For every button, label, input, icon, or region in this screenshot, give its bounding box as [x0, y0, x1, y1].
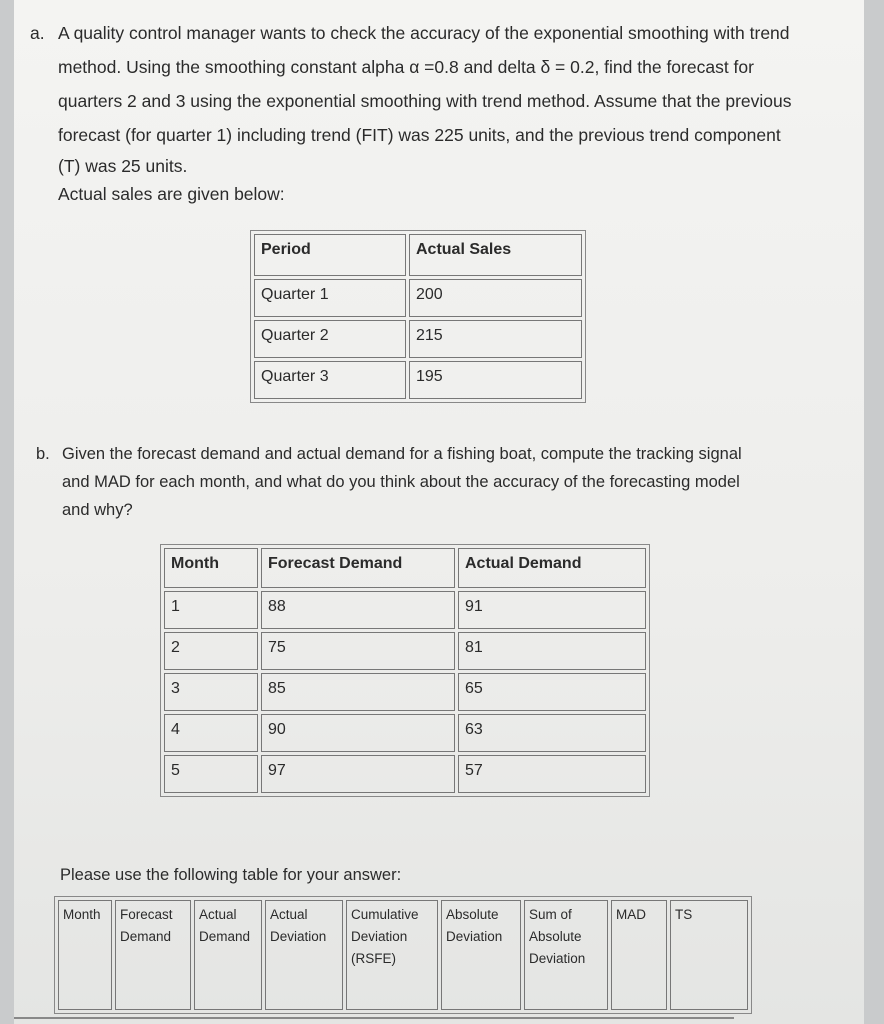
forecast-cell: 88 — [261, 591, 455, 629]
part-a-line-2: method. Using the smoothing constant alpha α =0.8 and delta δ = 0.2, find the forecast for — [58, 57, 754, 77]
forecast-cell: 85 — [261, 673, 455, 711]
answer-header-cumulative-deviation: Cumulative Deviation (RSFE) — [346, 900, 438, 1010]
month-cell: 2 — [164, 632, 258, 670]
header-actual-demand: Actual Demand — [458, 548, 646, 588]
header-actual-sales: Actual Sales — [409, 234, 582, 276]
forecast-cell: 90 — [261, 714, 455, 752]
sales-cell: 215 — [409, 320, 582, 358]
header-period: Period — [254, 234, 406, 276]
part-a-line-1: A quality control manager wants to check the accuracy of the exponential smoothing with trend — [58, 23, 790, 43]
part-b-line-3: and why? — [62, 501, 133, 519]
answer-header-actual-deviation: Actual Deviation — [265, 900, 343, 1010]
forecast-cell: 75 — [261, 632, 455, 670]
month-cell: 1 — [164, 591, 258, 629]
period-cell: Quarter 1 — [254, 279, 406, 317]
table-row — [254, 279, 582, 317]
period-cell: Quarter 3 — [254, 361, 406, 399]
part-a-marker: a. — [30, 23, 45, 43]
table-row — [164, 755, 646, 793]
part-b-line-1: Given the forecast demand and actual demand for a fishing boat, compute the tracking signal — [62, 445, 742, 463]
part-a-line-4: forecast (for quarter 1) including trend (FIT) was 225 units, and the previous trend component — [58, 125, 781, 145]
part-b-marker: b. — [36, 445, 50, 463]
document-page — [14, 0, 864, 1024]
month-cell: 3 — [164, 673, 258, 711]
part-a-line-3: quarters 2 and 3 using the exponential smoothing with trend method. Assume that the previous — [58, 91, 792, 111]
forecast-demand-table — [160, 544, 650, 797]
answer-header-absolute-deviation: Absolute Deviation — [441, 900, 521, 1010]
answer-header-sum-absolute-deviation: Sum of Absolute Deviation — [524, 900, 608, 1010]
month-cell: 4 — [164, 714, 258, 752]
actual-cell: 57 — [458, 755, 646, 793]
answer-header-actual-demand: Actual Demand — [194, 900, 262, 1010]
table-row — [254, 361, 582, 399]
part-b-line-2: and MAD for each month, and what do you think about the accuracy of the forecasting model — [62, 473, 740, 491]
answer-table — [54, 896, 752, 1014]
answer-header-mad: MAD — [611, 900, 667, 1010]
part-b-question — [36, 440, 842, 524]
actual-cell: 63 — [458, 714, 646, 752]
sales-cell: 195 — [409, 361, 582, 399]
answer-header-month: Month — [58, 900, 112, 1010]
period-cell: Quarter 2 — [254, 320, 406, 358]
answer-prompt: Please use the following table for your answer: — [60, 866, 402, 884]
header-month: Month — [164, 548, 258, 588]
answer-header-ts: TS — [670, 900, 748, 1010]
part-a-line-6: Actual sales are given below: — [58, 184, 285, 204]
answer-header-forecast-demand: Forecast Demand — [115, 900, 191, 1010]
table-header-row — [164, 548, 646, 588]
table-row — [164, 673, 646, 711]
table-row — [254, 320, 582, 358]
part-a-question — [30, 16, 858, 208]
actual-cell: 91 — [458, 591, 646, 629]
page-edge-divider — [14, 1017, 734, 1019]
actual-cell: 81 — [458, 632, 646, 670]
actual-sales-table — [250, 230, 586, 403]
table-header-row — [254, 234, 582, 276]
sales-cell: 200 — [409, 279, 582, 317]
header-forecast-demand: Forecast Demand — [261, 548, 455, 588]
table-row — [164, 591, 646, 629]
actual-cell: 65 — [458, 673, 646, 711]
table-row — [164, 632, 646, 670]
answer-table-header-row — [58, 900, 748, 1010]
month-cell: 5 — [164, 755, 258, 793]
forecast-cell: 97 — [261, 755, 455, 793]
part-a-line-5: (T) was 25 units. — [58, 156, 188, 176]
table-row — [164, 714, 646, 752]
